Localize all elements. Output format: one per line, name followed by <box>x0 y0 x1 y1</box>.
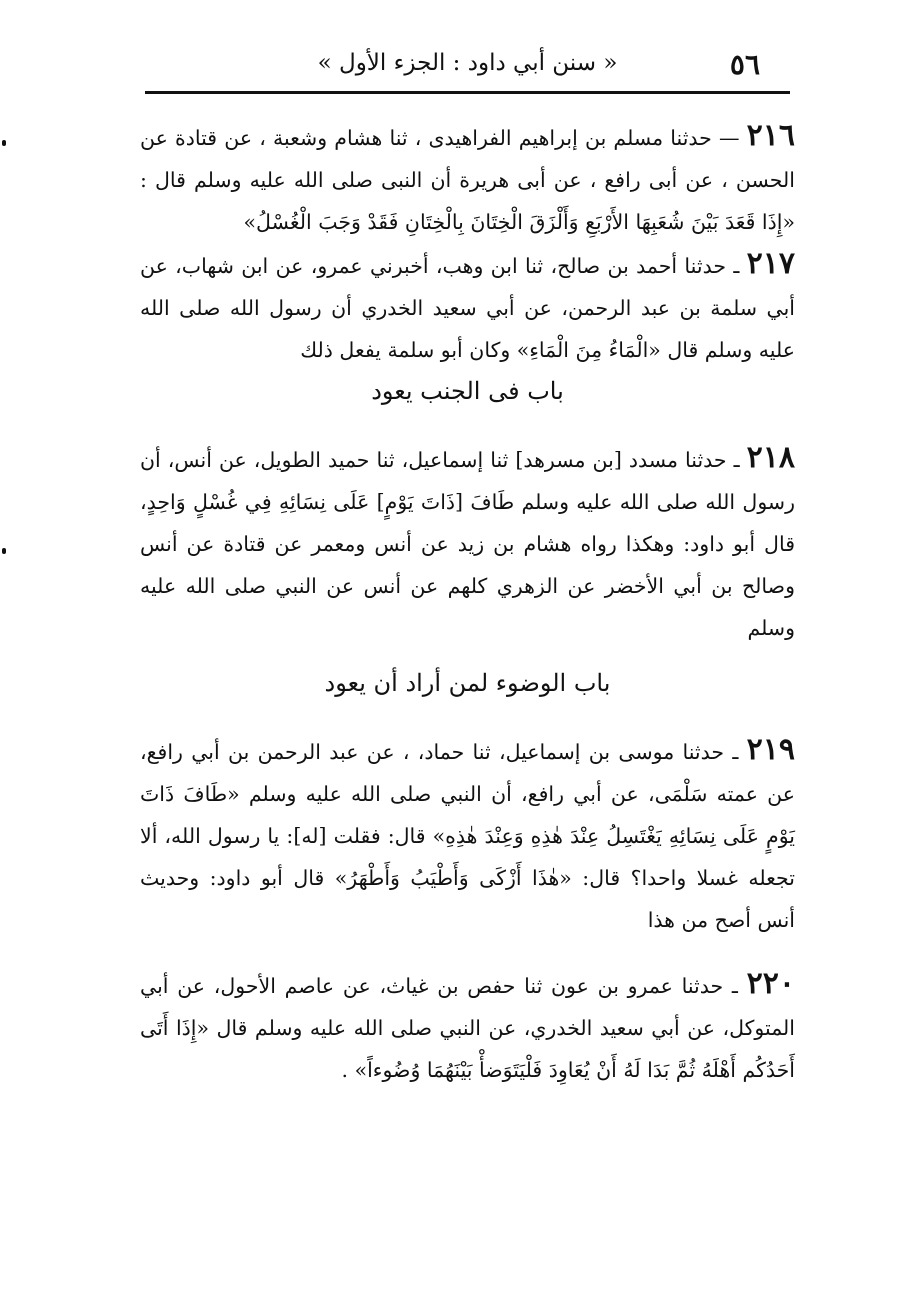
spacer <box>140 649 795 663</box>
hadith-text: ـ حدثنا عمرو بن عون ثنا حفص بن غياث، عن عاصم الأحول، عن أبي المتوكل، عن أبي سعيد الخدري، عن النبي صلى الله عليه وسلم قال «إِذَا أَتَى أَحَدُكُم أَهْلَهُ ثُمَّ بَدَا لَهُ أَنْ يُعَاوِدَ فَلْيَتَوَضأْ بَيْنَهُمَا وُضُوءاً» . <box>140 974 795 1082</box>
hadith-text: ـ حدثنا أحمد بن صالح، ثنا ابن وهب، أخبرني عمرو، عن ابن شهاب، عن أبي سلمة بن عبد الرحمن، عن أبي سعيد الخدري أن رسول الله صلى الله عليه وسلم قال «الْمَاءُ مِنَ الْمَاءِ» وكان أبو سلمة يفعل ذلك <box>140 254 795 362</box>
chapter-heading: باب فى الجنب يعود <box>371 377 564 405</box>
running-title: « سنن أبي داود : الجزء الأول » <box>317 50 618 76</box>
hadith-218 <box>140 437 795 649</box>
hadith-216 <box>140 115 795 243</box>
margin-mark <box>2 548 6 554</box>
hadith-number: ٢١٦ <box>746 118 795 153</box>
page-number: ٥٦ <box>729 48 760 81</box>
page-header <box>145 40 790 88</box>
chapter-heading: باب الوضوء لمن أراد أن يعود <box>324 669 611 697</box>
header-rule <box>145 91 790 94</box>
hadith-219 <box>140 729 795 941</box>
spacer <box>140 941 795 963</box>
hadith-217 <box>140 243 795 371</box>
hadith-number: ٢١٧ <box>746 246 795 281</box>
margin-mark <box>2 140 6 146</box>
hadith-text: — حدثنا مسلم بن إبراهيم الفراهيدى ، ثنا هشام وشعبة ، عن قتادة عن الحسن ، عن أبى رافع ، عن أبى هريرة أن النبى صلى الله عليه وسلم قال : «إِذَا قَعَدَ بَيْنَ شُعَبِهَا الأَرْبَعِ وَأَلْزَقَ الْخِتَانَ بِالْخِتَانِ فَقَدْ وَجَبَ الْغُسْلُ» <box>140 126 795 234</box>
hadith-text: ـ حدثنا موسى بن إسماعيل، ثنا حماد، ، عن عبد الرحمن بن أبي رافع، عن عمته سَلْمَى، عن أبي رافع، أن النبي صلى الله عليه وسلم «طَافَ ذَاتَ يَوْمٍ عَلَى نِسَائِهِ يَغْتَسِلُ عِنْدَ هٰذِهِ وَعِنْدَ هٰذِهِ» قال: فقلت [له]: يا رسول الله، ألا تجعله غسلا واحدا؟ قال: «هٰذَا أَزْكَى وَأَطْيَبُ وَأَطْهَرُ» قال أبو داود: وحديث أنس أصح من هذا <box>140 740 795 932</box>
page-body <box>140 115 795 1091</box>
hadith-number: ٢١٨ <box>746 440 795 475</box>
hadith-number: ٢٢٠ <box>746 966 795 1001</box>
hadith-220 <box>140 963 795 1091</box>
hadith-number: ٢١٩ <box>746 732 795 767</box>
hadith-text: ـ حدثنا مسدد [بن مسرهد] ثنا إسماعيل، ثنا حميد الطويل، عن أنس، أن رسول الله صلى الله عليه وسلم طَافَ [ذَاتَ يَوْمٍ] عَلَى نِسَائِهِ فِي غُسْلٍ وَاحِدٍ، قال أبو داود: وهكذا رواه هشام بن زيد عن أنس ومعمر عن قتادة عن أنس وصالح بن أبي الأخضر عن الزهري كلهم عن أنس عن النبي صلى الله عليه وسلم <box>140 448 795 640</box>
